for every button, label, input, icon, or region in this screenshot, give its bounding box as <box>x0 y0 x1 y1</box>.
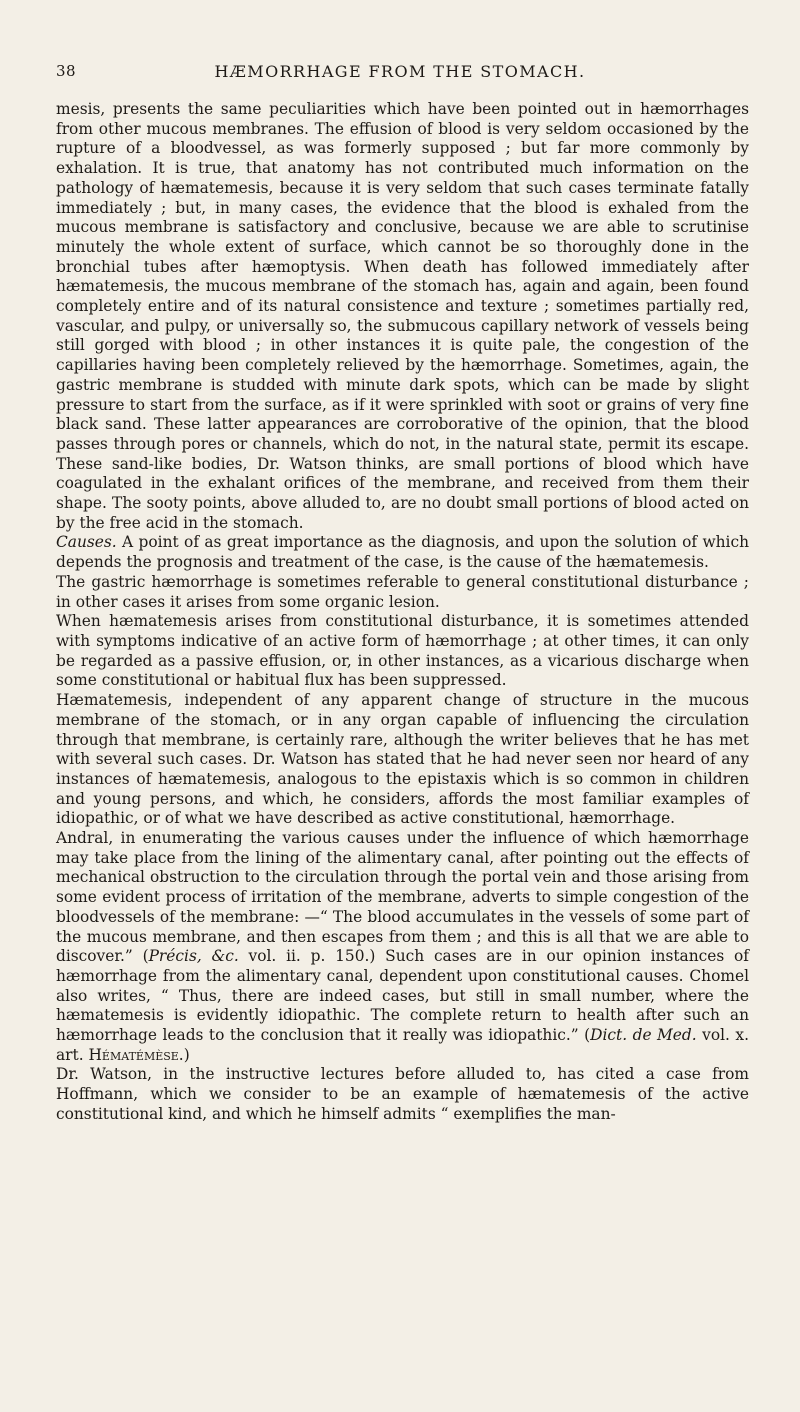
page-header <box>56 62 744 86</box>
paragraph-causes <box>56 533 749 572</box>
andral-text-a: Andral, in enumerating the various causes under the influence of which hæmorrhage may take place from the lining of the alimentary canal, after pointing out the effects of mechanical obstruction to the circulation through the portal vein and those arising from some evident process of irritation of the membrane, adverts to simple congestion of the bloodvessels of the membrane: —“ The blood accumulates in the vessels of some part of the mucous membrane, and then escapes from them ; and this is all that we are able to discover.” ( <box>56 829 749 966</box>
causes-heading: Causes. <box>56 533 117 552</box>
page-number: 38 <box>56 62 77 80</box>
paragraph-pathology: mesis, presents the same peculiarities which have been pointed out in hæmorrhages from other mucous membranes. The effusion of blood is very seldom occasioned by the rupture of a bloodvessel, as was formerly supposed ; but far more commonly by exhalation. It is true, that anatomy has not contributed much information on the pathology of hæmatemesis, because it is very seldom that such cases terminate fatally immediately ; but, in many cases, the evidence that the blood is exhaled from the mucous membrane is satisfactory and conclusive, because we are able to scrutinise minutely the whole extent of surface, which cannot be so thoroughly done in the bronchial tubes after hæmoptysis. When death has followed immediately after hæmatemesis, the mucous membrane of the stomach has, again and again, been found completely entire and of its natural consistence and texture ; sometimes partially red, vascular, and pulpy, or universally so, the submucous capillary network of vessels being still gorged with blood ; in other instances it is quite pale, the congestion of the capillaries having been completely relieved by the hæmorrhage. Sometimes, again, the gastric membrane is studded with minute dark spots, which can be made by slight pressure to start from the surface, as if it were sprinkled with soot or grains of very fine black sand. These latter appearances are corroborative of the opinion, that the blood passes through pores or channels, which do not, in the natural state, permit its escape. These sand-like bodies, Dr. Watson thinks, are small portions of blood which have coagulated in the exhalant orifices of the membrane, and received from them their shape. The sooty points, above alluded to, are no doubt small portions of blood acted on by the free acid in the stomach. <box>56 100 749 532</box>
paragraph-andral <box>56 829 749 1065</box>
andral-text-b: vol. ii. p. 150.) Such cases are in our opinion instances of hæmorrhage from the alimentary canal, dependent upon constitutional causes. Chomel also writes, “ Thus, there are indeed cases, but still in small number, where the hæmatemesis is evidently idiopathic. The complete return to health after such an hæmorrhage leads to the conclusion that it really was idiopathic.” ( <box>56 947 749 1045</box>
paragraph-gastric: The gastric hæmorrhage is sometimes referable to general constitutional disturbance ; in other cases it arises from some organic lesion. <box>56 572 749 611</box>
andral-text-d: ) <box>183 1045 190 1064</box>
body-text <box>56 100 749 1125</box>
citation-article: Hématémèse. <box>88 1045 184 1064</box>
citation-dict: Dict. de Med. <box>590 1026 697 1045</box>
running-title: HÆMORRHAGE FROM THE STOMACH. <box>214 62 586 81</box>
paragraph-constitutional: When hæmatemesis arises from constitutional disturbance, it is sometimes attended with symptoms indicative of an active form of hæmorrhage ; at other times, it can only be regarded as a passive effusion, or, in other instances, as a vicarious discharge when some constitutional or habitual flux has been suppressed. <box>56 612 749 690</box>
andral-text-c: vol. x. art. <box>56 1026 749 1064</box>
causes-text: A point of as great importance as the diagnosis, and upon the solution of which depends the prognosis and treatment of the case, is the cause of the hæmatemesis. <box>56 533 749 572</box>
paragraph-idiopathic: Hæmatemesis, independent of any apparent change of structure in the mucous membrane of the stomach, or in any organ capable of influencing the circulation through that membrane, is certainly rare, although the writer believes that he has met with several such cases. Dr. Watson has stated that he had never seen nor heard of any instances of hæmatemesis, analogous to the epistaxis which is so common in children and young persons, and which, he considers, affords the most familiar examples of idiopathic, or of what we have described as active constitutional, hæmorrhage. <box>56 691 749 828</box>
citation-precis: Précis, &c. <box>148 947 239 966</box>
paragraph-hoffmann: Dr. Watson, in the instructive lectures before alluded to, has cited a case from Hoffmann, which we consider to be an example of hæmatemesis of the active constitutional kind, and which he himself admits “ exemplifies the man- <box>56 1065 749 1123</box>
